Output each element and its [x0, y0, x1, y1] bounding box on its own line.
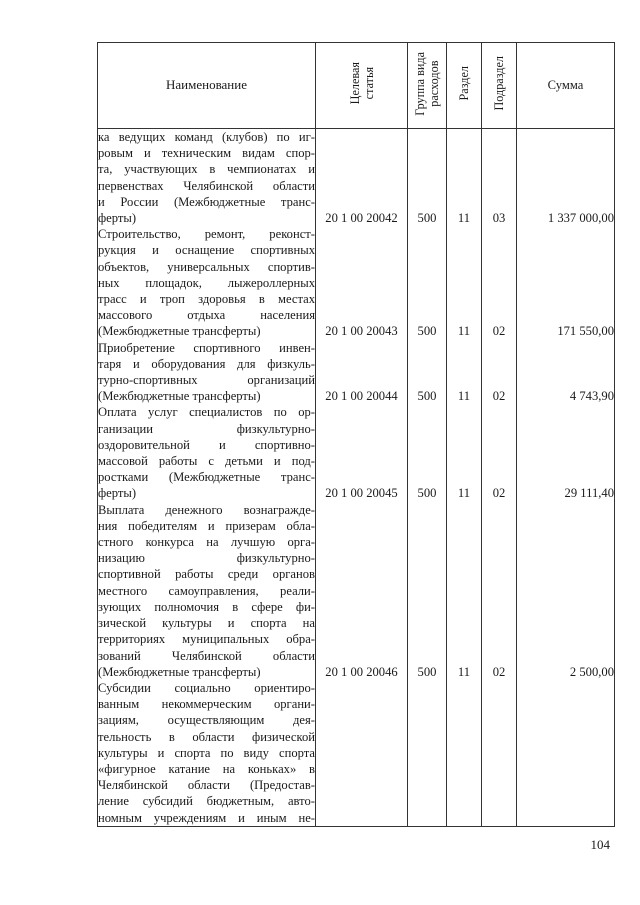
row-article-cell	[316, 680, 408, 826]
name-line: ванным некоммерческим органи-	[98, 697, 315, 712]
row-sum-cell: 171 550,00	[517, 226, 615, 339]
header-group: Группа вида расходов	[408, 43, 447, 129]
name-line: стного конкурса на лучшую орга-	[98, 535, 315, 550]
name-line: Челябинской области (Предостав-	[98, 778, 315, 793]
budget-table	[97, 42, 615, 827]
row-name-cell	[98, 680, 316, 826]
name-line: первенствах Челябинской области	[98, 178, 315, 193]
name-line: культуры и спорта по виду спорта	[98, 745, 315, 760]
name-line: ферты)	[98, 486, 137, 501]
table-row	[98, 404, 615, 501]
name-line: (Межбюджетные трансферты)	[98, 389, 261, 404]
name-line: ление субсидий бюджетным, авто-	[98, 794, 315, 809]
name-line: тельность в области физической	[98, 729, 315, 744]
table-row	[98, 226, 615, 339]
page-number: 104	[590, 837, 610, 852]
header-subsection: Подраздел	[482, 43, 517, 129]
name-line: и России (Межбюджетные транс-	[98, 194, 315, 209]
name-line: Строительство, ремонт, реконст-	[98, 227, 315, 242]
row-subsection-cell: 02	[482, 340, 517, 405]
table-body	[98, 129, 615, 827]
row-name-cell	[98, 129, 316, 227]
name-line: ка ведущих команд (клубов) по иг-	[98, 130, 315, 144]
table-row	[98, 502, 615, 680]
row-name-cell	[98, 226, 316, 339]
row-sum-cell: 2 500,00	[517, 502, 615, 680]
name-line: «фигурное катание на коньках» в	[98, 761, 315, 776]
name-line: объектов, универсальных спортив-	[98, 259, 315, 274]
name-line: территориях муниципальных обра-	[98, 632, 315, 647]
name-line: местного самоуправления, реали-	[98, 583, 315, 598]
header-sum: Сумма	[517, 43, 615, 129]
name-line: массового отдыха населения	[98, 308, 315, 323]
name-line: массовой работы с детьми и под-	[98, 454, 315, 469]
name-line: Приобретение спортивного инвен-	[98, 340, 315, 355]
name-line: Выплата денежного вознагражде-	[98, 502, 315, 517]
name-line: ровым и техническим видам спор-	[98, 146, 315, 161]
row-group-cell: 500	[408, 340, 447, 405]
name-line: (Межбюджетные трансферты)	[98, 324, 261, 339]
row-sum-cell: 29 111,40	[517, 404, 615, 501]
row-group-cell: 500	[408, 502, 447, 680]
row-article-cell: 20 1 00 20046	[316, 502, 408, 680]
row-subsection-cell: 02	[482, 404, 517, 501]
name-line: зований Челябинской области	[98, 648, 315, 663]
row-section-cell: 11	[447, 226, 482, 339]
name-line: Оплата услуг специалистов по ор-	[98, 405, 315, 420]
name-line: рукция и оснащение спортивных	[98, 243, 315, 258]
table-row	[98, 129, 615, 227]
row-group-cell: 500	[408, 404, 447, 501]
header-name: Наименование	[98, 43, 316, 129]
name-line: спортивной работы среди органов	[98, 567, 315, 582]
row-name-cell	[98, 404, 316, 501]
name-line: трасс и троп здоровья в местах	[98, 292, 315, 307]
row-article-cell: 20 1 00 20042	[316, 129, 408, 227]
row-section-cell: 11	[447, 340, 482, 405]
row-subsection-cell: 02	[482, 502, 517, 680]
header-section: Раздел	[447, 43, 482, 129]
name-line: ростками (Межбюджетные транс-	[98, 470, 315, 485]
table-row	[98, 680, 615, 826]
name-line: низацию физкультурно-	[98, 551, 315, 566]
row-article-cell: 20 1 00 20044	[316, 340, 408, 405]
name-line: ных площадок, лыжероллерных	[98, 275, 315, 290]
name-line: зической культуры и спорта на	[98, 616, 315, 631]
row-group-cell: 500	[408, 226, 447, 339]
row-section-cell: 11	[447, 502, 482, 680]
row-subsection-cell: 02	[482, 226, 517, 339]
table-row	[98, 340, 615, 405]
name-line: зующих полномочия в сфере фи-	[98, 599, 315, 614]
name-line: ния победителям и призерам обла-	[98, 518, 315, 533]
row-section-cell	[447, 680, 482, 826]
row-sum-cell: 4 743,90	[517, 340, 615, 405]
row-sum-cell: 1 337 000,00	[517, 129, 615, 227]
row-article-cell: 20 1 00 20045	[316, 404, 408, 501]
name-line: та, участвующих в чемпионатах и	[98, 162, 315, 177]
name-line: ганизации физкультурно-	[98, 421, 315, 436]
row-section-cell: 11	[447, 404, 482, 501]
row-group-cell: 500	[408, 129, 447, 227]
row-subsection-cell	[482, 680, 517, 826]
name-line: Субсидии социально ориентиро-	[98, 680, 315, 695]
name-line: турно-спортивных организаций	[98, 373, 315, 388]
row-name-cell	[98, 502, 316, 680]
name-line: оздоровительной и спортивно-	[98, 437, 315, 452]
header-article: Целевая статья	[316, 43, 408, 129]
row-article-cell: 20 1 00 20043	[316, 226, 408, 339]
name-line: таря и оборудования для физкуль-	[98, 356, 315, 371]
row-subsection-cell: 03	[482, 129, 517, 227]
name-line: зациям, осуществляющим дея-	[98, 713, 315, 728]
row-sum-cell	[517, 680, 615, 826]
row-section-cell: 11	[447, 129, 482, 227]
name-line: номным учреждениям и иным не-	[98, 810, 315, 825]
row-group-cell	[408, 680, 447, 826]
name-line: (Межбюджетные трансферты)	[98, 664, 261, 679]
row-name-cell	[98, 340, 316, 405]
name-line: ферты)	[98, 211, 137, 226]
table-header-row	[98, 43, 615, 129]
